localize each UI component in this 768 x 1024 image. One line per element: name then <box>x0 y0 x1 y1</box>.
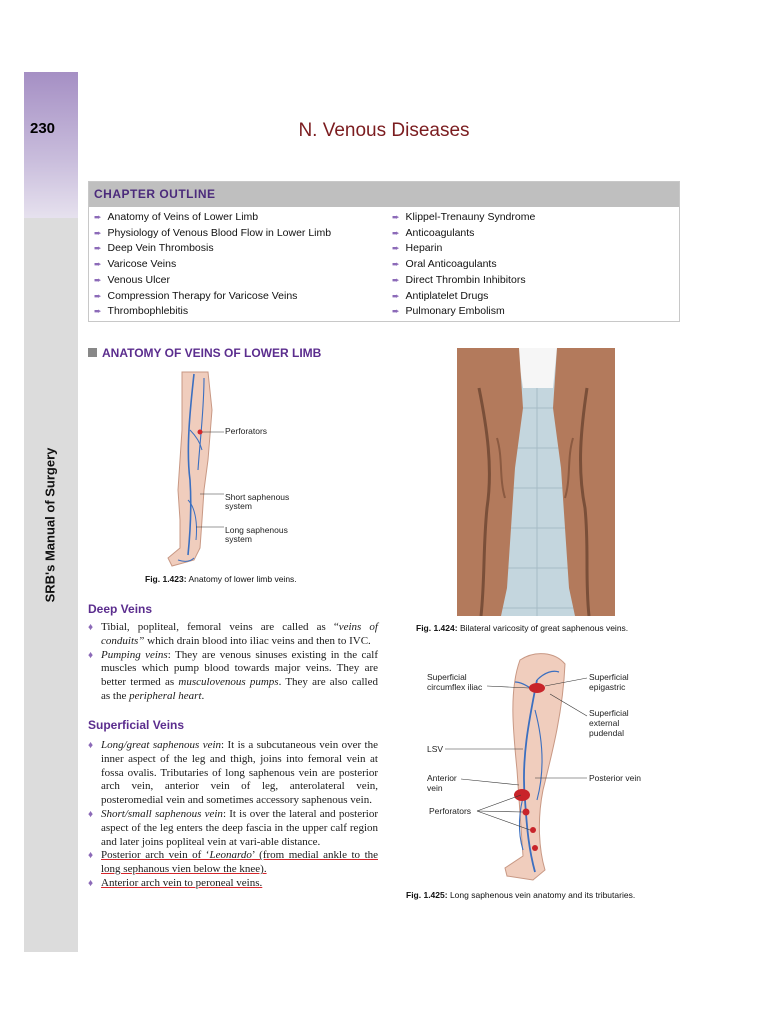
chapter-outline <box>88 181 680 322</box>
arrow-icon: ➨ <box>392 259 400 270</box>
fig-424-photo <box>457 348 615 616</box>
list-item: ♦ Posterior arch vein of ‘Leonardo’ (from medial ankle to the long sephanous vien below the knee). <box>88 849 379 876</box>
list-item: ♦ Short/small saphenous vein: It is over the lateral and posterior aspect of the leg enters the deep fascia in the upper calf region and later joins popliteal vein at vari-able distance. <box>88 807 379 848</box>
list-item: ♦ Pumping veins: They are venous sinuses existing in the calf muscles which pump blood towards major veins. They are better termed as musculovenous pumps. They are also called as the peripheral heart. <box>88 648 378 702</box>
fig-424-caption: Fig. 1.424: Bilateral varicosity of great saphenous veins. <box>416 623 629 633</box>
fig-425-label-perforators: Perforators <box>429 806 472 816</box>
outline-right-column <box>392 210 535 320</box>
fig-425-label-sep-3: pudendal <box>589 728 624 738</box>
arrow-icon: ➨ <box>392 274 400 285</box>
fig-425-label-sci: Superficial <box>427 672 467 682</box>
fig-425-diagram <box>425 650 670 885</box>
arrow-icon: ➨ <box>94 243 102 254</box>
outline-item[interactable]: ➨ Varicose Veins <box>94 258 177 271</box>
arrow-icon: ➨ <box>94 306 102 317</box>
fig-425-label-se-2: epigastric <box>589 682 626 692</box>
outline-left-column <box>94 210 331 320</box>
arrow-icon: ➨ <box>94 290 102 301</box>
outline-item[interactable]: ➨ Venous Ulcer <box>94 273 170 286</box>
arrow-icon: ➨ <box>392 243 400 254</box>
outline-item[interactable]: ➨ Klippel-Trenauny Syndrome <box>392 211 536 223</box>
outline-heading: CHAPTER OUTLINE <box>89 182 679 207</box>
page-number: 230 <box>30 120 56 137</box>
diamond-bullet-icon: ♦ <box>88 740 94 751</box>
arrow-icon: ➨ <box>392 306 400 317</box>
deep-veins-list <box>88 621 378 704</box>
fig-425-caption: Fig. 1.425: Long saphenous vein anatomy and its tributaries. <box>406 890 636 900</box>
arrow-icon: ➨ <box>94 274 102 285</box>
fig-425-label-lsv: LSV <box>427 744 444 754</box>
section-heading: ANATOMY OF VEINS OF LOWER LIMB <box>88 346 321 360</box>
fig-425-label-anterior: Anterior <box>427 773 457 783</box>
outline-item[interactable]: ➨ Anticoagulants <box>392 226 475 239</box>
fig-425-label-se: Superficial <box>589 672 629 682</box>
arrow-icon: ➨ <box>94 259 102 270</box>
diamond-bullet-icon: ♦ <box>88 850 94 862</box>
fig-423-label-perforators: Perforators <box>225 426 268 436</box>
outline-item[interactable]: ➨ Heparin <box>392 242 443 255</box>
fig-425-label-sep: Superficial <box>589 708 629 718</box>
fig-423-caption: Fig. 1.423: Anatomy of lower limb veins. <box>145 574 297 584</box>
outline-item[interactable]: ➨ Pulmonary Embolism <box>392 305 505 318</box>
running-title: SRB's Manual of Surgery <box>42 447 58 603</box>
fig-423-label-short-2: system <box>225 501 252 511</box>
diamond-bullet-icon: ♦ <box>88 808 94 820</box>
outline-item[interactable]: ➨ Deep Vein Thrombosis <box>94 242 214 255</box>
outline-item[interactable]: ➨ Direct Thrombin Inhibitors <box>392 273 526 286</box>
fig-423-label-short: Short saphenous <box>225 492 290 502</box>
square-bullet-icon <box>88 348 97 357</box>
arrow-icon: ➨ <box>392 290 400 301</box>
list-item: ♦ Long/great saphenous vein: It is a subcutaneous vein over the inner aspect of the leg and thigh, joins into femoral vein at fossa ovalis. Tributaries of long saphenous vein are posterior arch vein, anterior vein of leg, anterolateral vein, posteromedial vein and sometimes accessory saphenous vein. <box>88 739 378 807</box>
arrow-icon: ➨ <box>392 212 400 222</box>
fig-425-label-anterior-2: vein <box>427 783 443 793</box>
outline-item[interactable]: ➨ Thrombophlebitis <box>94 305 189 318</box>
side-tab <box>24 72 78 218</box>
diamond-bullet-icon: ♦ <box>88 877 94 889</box>
deep-veins-heading: Deep Veins <box>88 602 153 616</box>
arrow-icon: ➨ <box>94 227 102 238</box>
fig-425-label-sci-2: circumflex iliac <box>427 682 483 692</box>
diamond-bullet-icon: ♦ <box>88 622 94 633</box>
fig-423-diagram <box>160 370 310 570</box>
fig-425-label-sep-2: external <box>589 718 620 728</box>
arrow-icon: ➨ <box>392 227 400 238</box>
outline-item[interactable]: ➨ Physiology of Venous Blood Flow in Lower Limb <box>94 226 332 239</box>
fig-423-label-long: Long saphenous <box>225 525 288 535</box>
arrow-icon: ➨ <box>94 212 102 222</box>
outline-item[interactable]: ➨ Compression Therapy for Varicose Veins <box>94 289 298 302</box>
diamond-bullet-icon: ♦ <box>88 649 94 661</box>
superficial-veins-list <box>88 739 378 891</box>
fig-425-label-posterior: Posterior vein <box>589 773 641 783</box>
list-item: ♦ Anterior arch vein to peroneal veins. <box>88 876 263 889</box>
chapter-title: N. Venous Diseases <box>298 120 470 141</box>
outline-item[interactable]: ➨ Oral Anticoagulants <box>392 258 497 271</box>
outline-item[interactable]: ➨ Anatomy of Veins of Lower Limb <box>94 211 259 223</box>
fig-423-label-long-2: system <box>225 534 252 544</box>
outline-item[interactable]: ➨ Antiplatelet Drugs <box>392 289 489 302</box>
list-item: ♦ Tibial, popliteal, femoral veins are called as “veins of conduits” which drain blood into iliac veins and then to IVC. <box>88 621 378 647</box>
superficial-veins-heading: Superficial Veins <box>88 718 185 732</box>
